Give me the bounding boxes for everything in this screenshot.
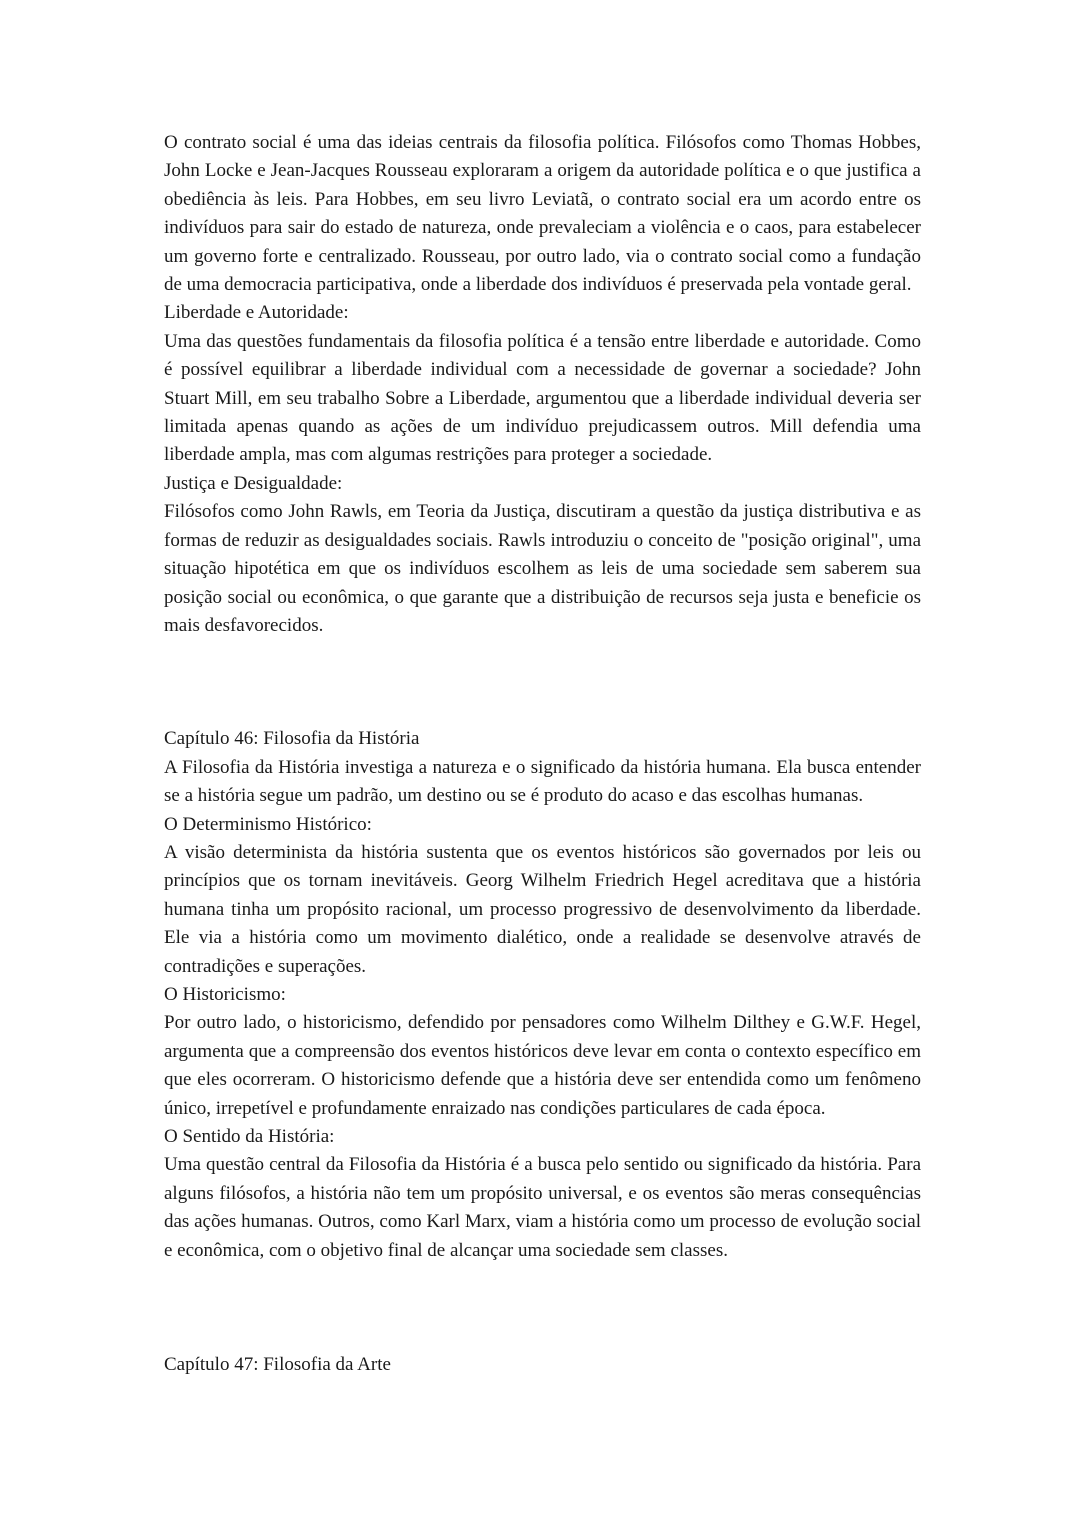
spacer	[164, 640, 921, 725]
paragraph-justica-desigualdade: Filósofos como John Rawls, em Teoria da Justiça, discutiram a questão da justiça distributiva e as formas de reduzir as desigualdades sociais. Rawls introduziu o conceito de "posição original", uma situação hipotética em que os indivíduos escolhem as leis de uma sociedade sem saberem sua posição social ou econômica, o que garante que a distribuição de recursos seja justa e beneficie os mais desfavorecidos.	[164, 501, 921, 636]
chapter-47-title: Capítulo 47: Filosofia da Arte	[164, 1354, 391, 1376]
paragraph-filosofia-historia-intro: A Filosofia da História investiga a natureza e o significado da história humana. Ela busca entender se a história segue um padrão, um destino ou se é produto do acaso e das escolhas humanas.	[164, 756, 921, 807]
spacer	[164, 1265, 921, 1351]
chapter-47	[164, 1351, 921, 1379]
subheading-historicismo: O Historicismo:	[164, 983, 286, 1005]
document-page	[164, 129, 921, 1379]
chapter-46	[164, 725, 921, 1265]
subheading-justica-desigualdade: Justiça e Desigualdade:	[164, 472, 343, 494]
paragraph-determinismo-historico: A visão determinista da história sustenta que os eventos históricos são governados por leis ou princípios que os tornam inevitáveis. Georg Wilhelm Friedrich Hegel acreditava que a história humana tinha um propósito racional, um processo progressivo de desenvolvimento da liberdade. Ele via a história como um movimento dialético, onde a realidade se desenvolve através de contradições e superações.	[164, 841, 921, 977]
subheading-liberdade-autoridade: Liberdade e Autoridade:	[164, 302, 349, 324]
subheading-sentido-historia: O Sentido da História:	[164, 1126, 335, 1147]
chapter-46-title: Capítulo 46: Filosofia da História	[164, 728, 420, 750]
subheading-determinismo-historico: O Determinismo Histórico:	[164, 813, 372, 835]
paragraph-historicismo: Por outro lado, o historicismo, defendido por pensadores como Wilhelm Dilthey e G.W.F. Hegel, argumenta que a compreensão dos eventos históricos deve levar em conta o contexto específico em que eles ocorreram. O historicismo defende que a história deve ser entendida como um fenômeno único, irrepetível e profundamente enraizado nas condições particulares de cada época.	[164, 1012, 921, 1119]
paragraph-sentido-historia: Uma questão central da Filosofia da História é a busca pelo sentido ou significado da história. Para alguns filósofos, a história não tem um propósito universal, e os eventos são meras consequências das ações humanas. Outros, como Karl Marx, viam a história como um processo de evolução social e econômica, com o objetivo final de alcançar uma sociedade sem classes.	[164, 1154, 921, 1261]
section-contrato-social	[164, 129, 921, 640]
paragraph-liberdade-autoridade: Uma das questões fundamentais da filosofia política é a tensão entre liberdade e autoridade. Como é possível equilibrar a liberdade individual com a necessidade de governar a sociedade? John Stuart Mill, em seu trabalho Sobre a Liberdade, argumentou que a liberdade individual deveria ser limitada apenas quando as ações de um indivíduo prejudicassem outros. Mill defendia uma liberdade ampla, mas com algumas restrições para proteger a sociedade.	[164, 330, 921, 466]
paragraph-contrato-social: O contrato social é uma das ideias centrais da filosofia política. Filósofos como Thomas Hobbes, John Locke e Jean-Jacques Rousseau exploraram a origem da autoridade política e o que justifica a obediência às leis. Para Hobbes, em seu livro Leviatã, o contrato social era um acordo entre os indivíduos para sair do estado de natureza, onde prevaleciam a violência e o caos, para estabelecer um governo forte e centralizado. Rousseau, por outro lado, via o contrato social como a fundação de uma democracia participativa, onde a liberdade dos indivíduos é preservada pela vontade geral.	[164, 132, 921, 296]
